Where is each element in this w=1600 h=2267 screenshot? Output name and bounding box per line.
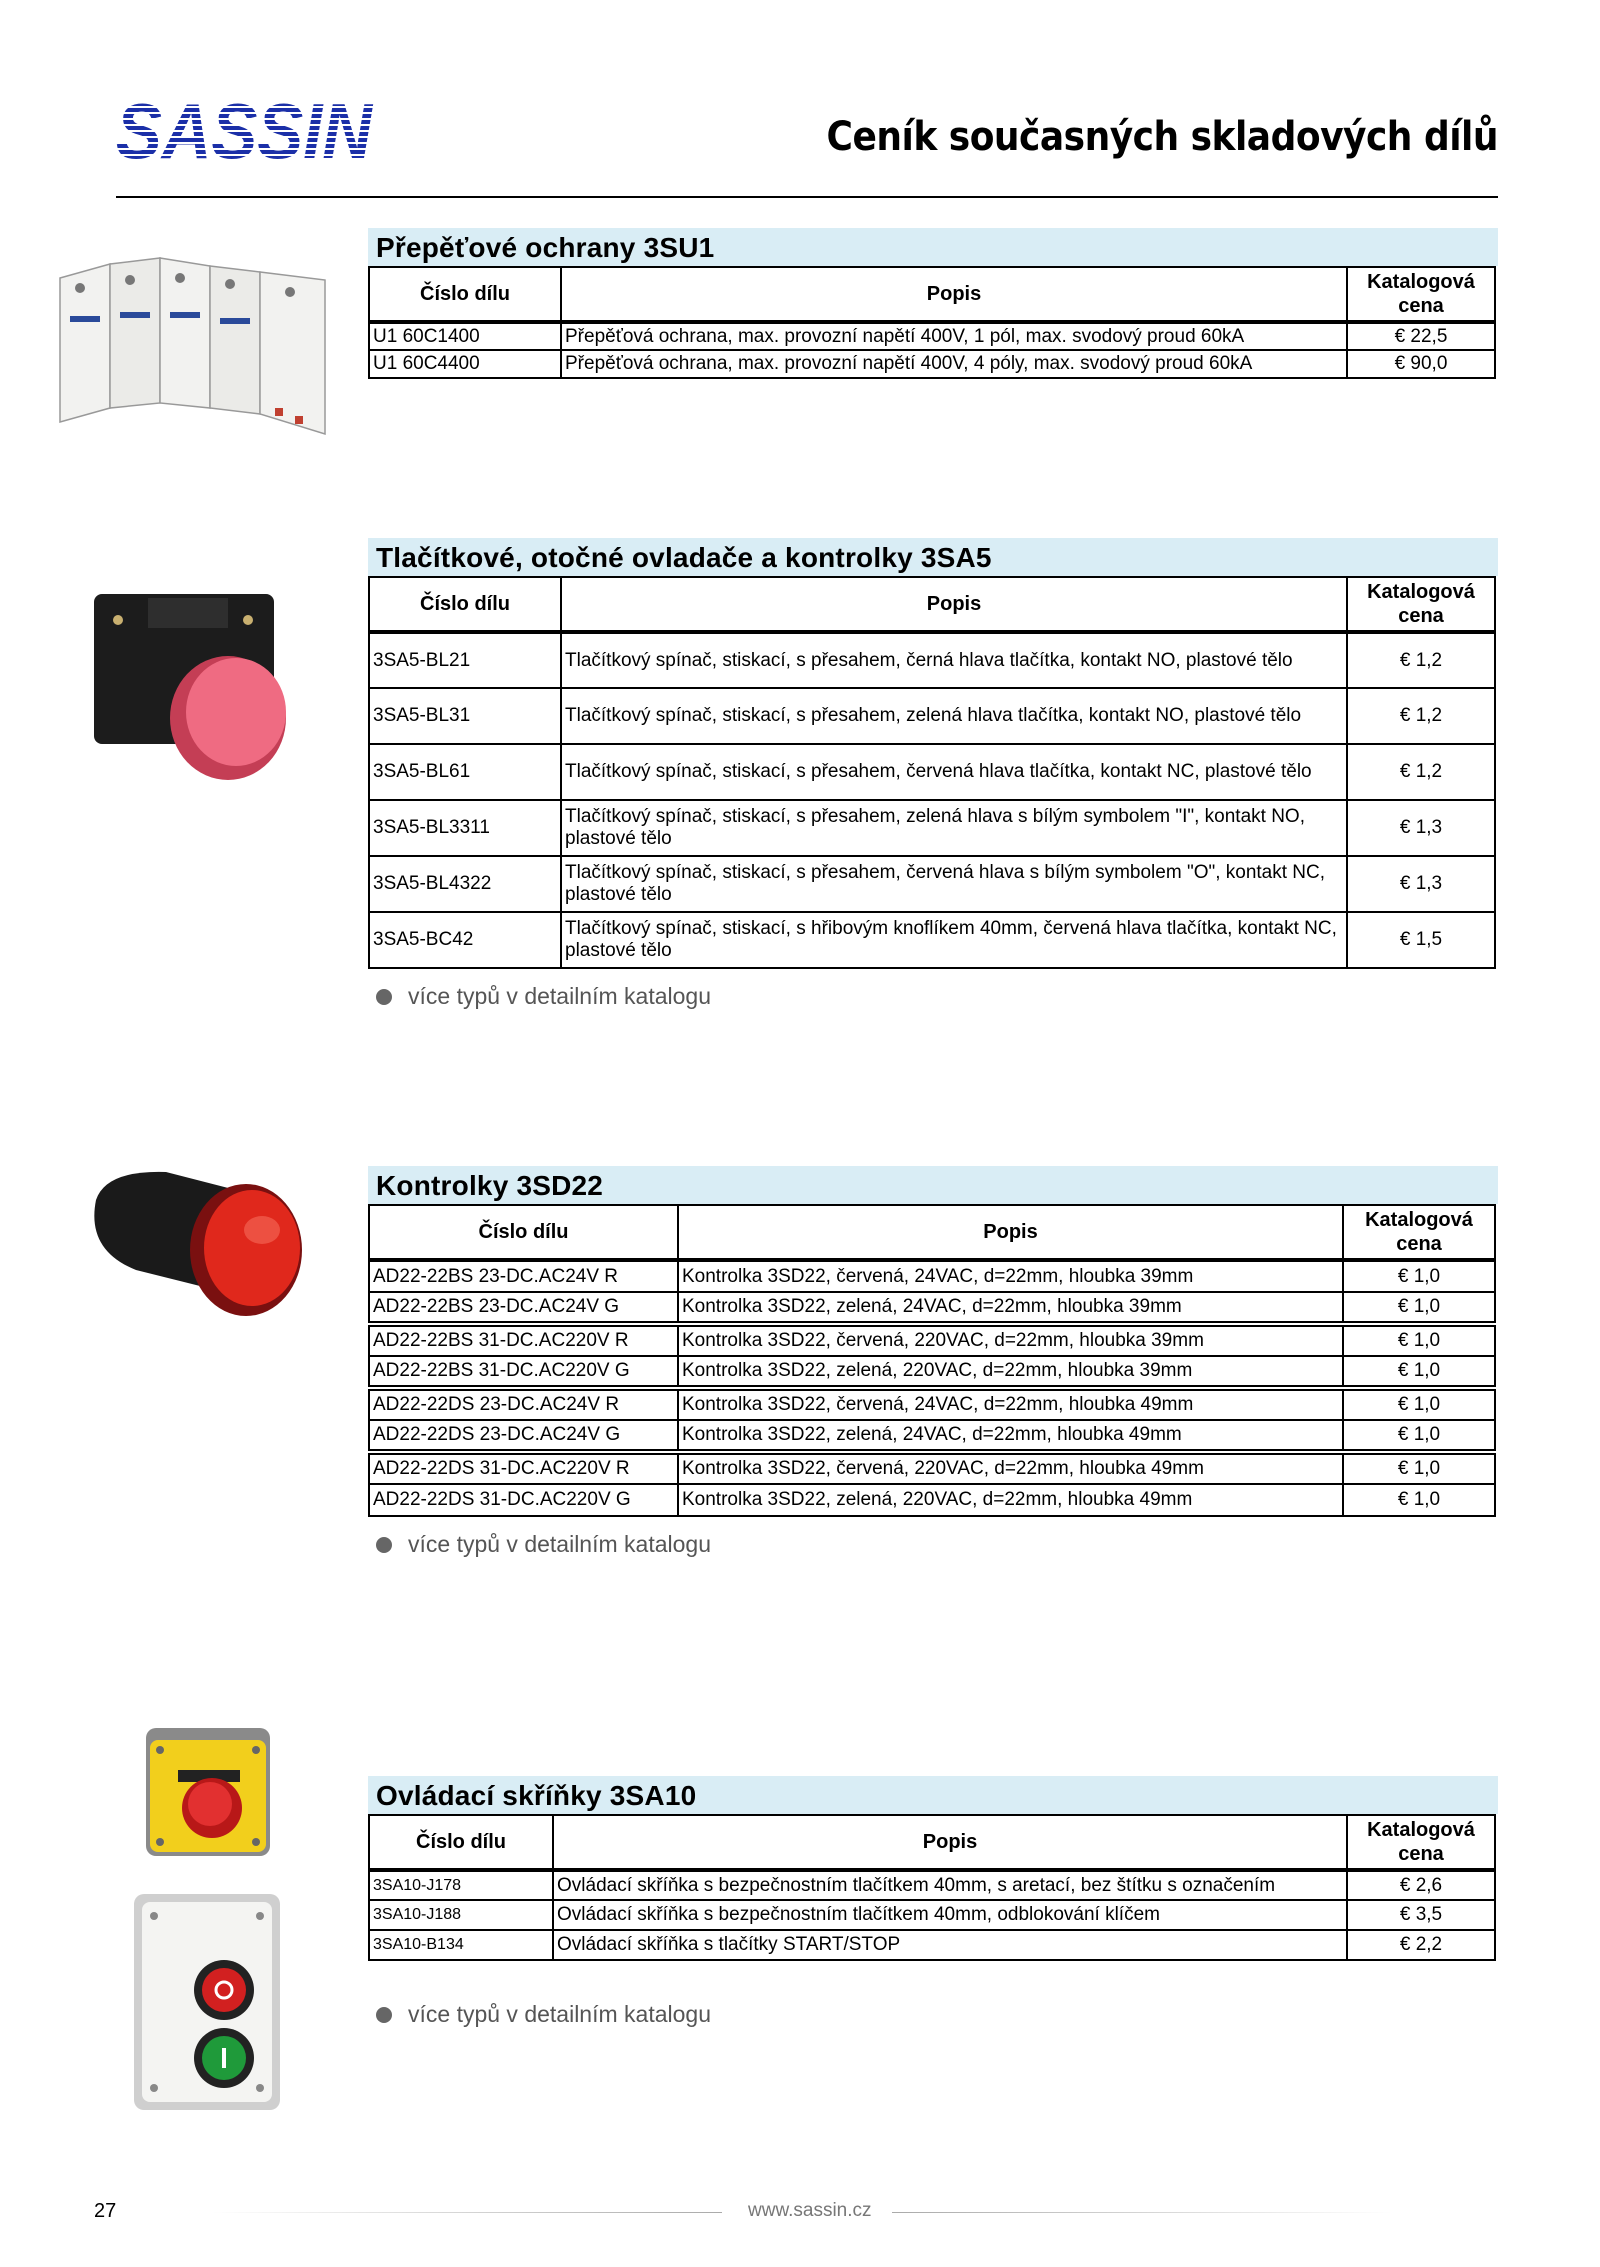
section-pilot-lights [368,1166,1498,1558]
bullet-dot-icon [376,989,392,1005]
table-row [369,1452,1495,1484]
part-number: AD22-22DS 23-DC.AC24V R [369,1388,678,1420]
part-number: AD22-22BS 31-DC.AC220V G [369,1356,678,1388]
part-description: Tlačítkový spínač, stiskací, s přesahem, zelená hlava s bílým symbolem "I", kontakt NO, plastové tělo [561,800,1347,856]
more-types-link[interactable] [368,1531,1498,1558]
more-types-label: více typů v detailním katalogu [408,2001,711,2027]
part-price: € 1,5 [1347,912,1495,968]
col-header-part: Číslo dílu [369,1815,553,1870]
col-header-price: Katalogová cena [1347,267,1495,322]
part-description: Kontrolka 3SD22, zelená, 220VAC, d=22mm, hloubka 39mm [678,1356,1343,1388]
part-price: € 1,0 [1343,1292,1495,1324]
part-number: 3SA5-BL3311 [369,800,561,856]
footer-divider-left [212,2212,722,2213]
part-number: AD22-22DS 31-DC.AC220V G [369,1484,678,1516]
page-number: 27 [94,2200,117,2222]
part-number: U1 60C1400 [369,322,561,350]
part-number: 3SA10-J188 [369,1900,553,1930]
col-header-price: Katalogová cena [1347,577,1495,632]
col-header-part: Číslo dílu [369,267,561,322]
part-number: 3SA5-BL61 [369,744,561,800]
part-number: U1 60C4400 [369,350,561,378]
part-price: € 1,3 [1347,856,1495,912]
col-header-desc: Popis [561,267,1347,322]
part-description: Kontrolka 3SD22, červená, 220VAC, d=22mm, hloubka 39mm [678,1324,1343,1356]
more-types-label: více typů v detailním katalogu [408,1531,711,1557]
part-number: 3SA10-B134 [369,1930,553,1960]
col-header-part: Číslo dílu [369,1205,678,1260]
sassin-logo [116,87,374,175]
table-row [369,1870,1495,1900]
part-description: Tlačítkový spínač, stiskací, s přesahem, zelená hlava tlačítka, kontakt NO, plastové tělo [561,688,1347,744]
section-title: Ovládací skříňky 3SA10 [368,1776,1498,1814]
part-price: € 22,5 [1347,322,1495,350]
table-row [369,688,1495,744]
table-row [369,1900,1495,1930]
part-description: Ovládací skříňka s bezpečnostním tlačítkem 40mm, s aretací, bez štítku s označením [553,1870,1347,1900]
part-price: € 1,2 [1347,688,1495,744]
table-row [369,1484,1495,1516]
part-description: Tlačítkový spínač, stiskací, s přesahem, červená hlava tlačítka, kontakt NC, plastové tělo [561,744,1347,800]
part-number: AD22-22BS 23-DC.AC24V G [369,1292,678,1324]
col-header-price: Katalogová cena [1343,1205,1495,1260]
part-description: Kontrolka 3SD22, červená, 24VAC, d=22mm, hloubka 49mm [678,1388,1343,1420]
section-control-boxes [368,1776,1498,2028]
section-surge-protectors [368,228,1498,379]
part-price: € 1,2 [1347,744,1495,800]
col-header-price: Katalogová cena [1347,1815,1495,1870]
part-number: 3SA5-BL31 [369,688,561,744]
surge-protector-image [40,258,340,458]
table-row [369,800,1495,856]
part-description: Přepěťová ochrana, max. provozní napětí 400V, 1 pól, max. svodový proud 60kA [561,322,1347,350]
section-push-buttons [368,538,1498,1010]
part-price: € 2,2 [1347,1930,1495,1960]
more-types-link[interactable] [368,2001,1498,2028]
table-row [369,632,1495,688]
table-row [369,1292,1495,1324]
part-price: € 1,2 [1347,632,1495,688]
bullet-dot-icon [376,2007,392,2023]
emergency-box-image [144,1726,272,1858]
part-description: Tlačítkový spínač, stiskací, s hřibovým knoflíkem 40mm, červená hlava tlačítka, kontakt NC, plastové tělo [561,912,1347,968]
section-title: Kontrolky 3SD22 [368,1166,1498,1204]
parts-table [368,266,1496,379]
part-description: Ovládací skříňka s tlačítky START/STOP [553,1930,1347,1960]
table-row [369,1930,1495,1960]
part-description: Přepěťová ochrana, max. provozní napětí 400V, 4 póly, max. svodový proud 60kA [561,350,1347,378]
parts-table [368,1814,1496,1961]
table-row [369,744,1495,800]
part-price: € 90,0 [1347,350,1495,378]
section-title: Tlačítkové, otočné ovladače a kontrolky 3SA5 [368,538,1498,576]
part-price: € 1,0 [1343,1388,1495,1420]
svg-text:SASSIN: SASSIN [116,87,374,175]
push-button-image [88,586,293,786]
start-stop-box-image [132,1892,282,2112]
part-price: € 1,0 [1343,1484,1495,1516]
header-divider [116,196,1498,198]
col-header-part: Číslo dílu [369,577,561,632]
part-number: AD22-22DS 23-DC.AC24V G [369,1420,678,1452]
table-row [369,350,1495,378]
part-description: Kontrolka 3SD22, zelená, 24VAC, d=22mm, hloubka 49mm [678,1420,1343,1452]
part-number: AD22-22BS 31-DC.AC220V R [369,1324,678,1356]
part-price: € 1,0 [1343,1452,1495,1484]
part-number: 3SA5-BL4322 [369,856,561,912]
table-row [369,912,1495,968]
table-row [369,1420,1495,1452]
part-description: Kontrolka 3SD22, červená, 220VAC, d=22mm, hloubka 49mm [678,1452,1343,1484]
part-description: Tlačítkový spínač, stiskací, s přesahem, černá hlava tlačítka, kontakt NO, plastové tělo [561,632,1347,688]
part-price: € 1,0 [1343,1260,1495,1292]
page-title: Ceník současných skladových dílů [826,114,1498,160]
col-header-desc: Popis [678,1205,1343,1260]
col-header-desc: Popis [561,577,1347,632]
part-description: Ovládací skříňka s bezpečnostním tlačítkem 40mm, odblokování klíčem [553,1900,1347,1930]
footer-divider-right [892,2212,1392,2213]
part-price: € 1,0 [1343,1324,1495,1356]
table-row [369,1324,1495,1356]
pilot-light-image [86,1160,304,1330]
more-types-link[interactable] [368,983,1498,1010]
part-number: 3SA10-J178 [369,1870,553,1900]
section-title: Přepěťové ochrany 3SU1 [368,228,1498,266]
table-row [369,1260,1495,1292]
bullet-dot-icon [376,1537,392,1553]
table-row [369,1388,1495,1420]
part-price: € 1,0 [1343,1420,1495,1452]
part-price: € 3,5 [1347,1900,1495,1930]
table-row [369,322,1495,350]
part-description: Kontrolka 3SD22, zelená, 220VAC, d=22mm, hloubka 49mm [678,1484,1343,1516]
part-price: € 1,0 [1343,1356,1495,1388]
table-row [369,1356,1495,1388]
part-description: Kontrolka 3SD22, červená, 24VAC, d=22mm, hloubka 39mm [678,1260,1343,1292]
part-description: Kontrolka 3SD22, zelená, 24VAC, d=22mm, hloubka 39mm [678,1292,1343,1324]
table-row [369,856,1495,912]
part-description: Tlačítkový spínač, stiskací, s přesahem, červená hlava s bílým symbolem "O", kontakt NC, plastové tělo [561,856,1347,912]
part-number: AD22-22DS 31-DC.AC220V R [369,1452,678,1484]
part-price: € 2,6 [1347,1870,1495,1900]
parts-table [368,1204,1496,1517]
part-number: 3SA5-BL21 [369,632,561,688]
part-number: AD22-22BS 23-DC.AC24V R [369,1260,678,1292]
footer-url-link[interactable]: www.sassin.cz [748,2200,872,2221]
parts-table [368,576,1496,969]
more-types-label: více typů v detailním katalogu [408,983,711,1009]
col-header-desc: Popis [553,1815,1347,1870]
part-price: € 1,3 [1347,800,1495,856]
part-number: 3SA5-BC42 [369,912,561,968]
